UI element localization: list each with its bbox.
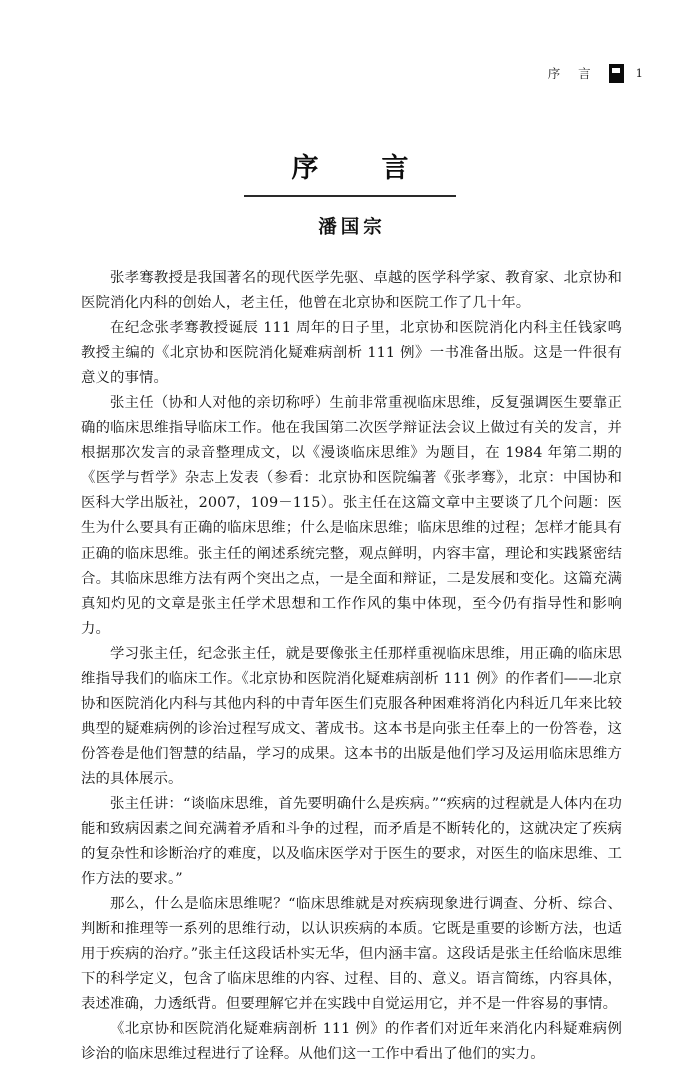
paragraph: 在纪念张孝骞教授诞辰 111 周年的日子里，北京协和医院消化内科主任钱家鸣教授主编的《北京协和医院消化疑难病剖析 111 例》一书准备出版。这是一件很有意义的事情。: [81, 320, 622, 387]
paragraph: 张主任（协和人对他的亲切称呼）生前非常重视临床思维，反复强调医生要靠正确的临床思维指导临床工作。他在我国第二次医学辩证法会议上做过有关的发言，并根据那次发言的录音整理成文，以《漫谈临床思维》为题目，在 1984 年第二期的《医学与哲学》杂志上发表（参看：北京协和医院编著《张孝骞》，北京：中国协和医科大学出版社，2007，109－115）。张主任在这篇文章中主要谈了几个问题：医生为什么要具有正确的临床思维；什么是临床思维；临床思维的过程；怎样才能具有正确的临床思维。张主任的阐述系统完整，观点鲜明，内容丰富，理论和实践紧密结合。其临床思维方法有两个突出之点，一是全面和辩证，二是发展和变化。这篇充满真知灼见的文章是张主任学术思想和工作作风的集中体现，至今仍有指导性和影响力。: [81, 395, 622, 637]
title-block: [0, 152, 700, 197]
page-title: 序 言: [291, 153, 427, 184]
running-header: [548, 62, 643, 84]
title-divider: [244, 195, 456, 197]
paragraph: 那么，什么是临床思维呢？“临床思维就是对疾病现象进行调查、分析、综合、判断和推理等一系列的思维行动，以认识疾病的本质。它既是重要的诊断方法，也适用于疾病的治疗。”张主任这段话朴实无华，但内涵丰富。这段话是张主任给临床思维下的科学定义，包含了临床思维的内容、过程、目的、意义。语言简练，内容具体，表述准确，力透纸背。但要理解它并在实践中自觉运用它，并不是一件容易的事情。: [81, 896, 622, 1013]
running-header-title: 序 言: [547, 66, 598, 81]
paragraph: 《北京协和医院消化疑难病剖析 111 例》的作者们对近年来消化内科疑难病例诊治的临床思维过程进行了诠释。从他们这一工作中看出了他们的实力。: [81, 1021, 622, 1063]
paragraph: 学习张主任，纪念张主任，就是要像张主任那样重视临床思维，用正确的临床思维指导我们的临床工作。《北京协和医院消化疑难病剖析 111 例》的作者们——北京协和医院消化内科与其他内科的中青年医生们克服各种困难将消化内科近几年来比较典型的疑难病例的诊治过程写成文、著成书。这本书是向张主任奉上的一份答卷，这份答卷是他们智慧的结晶，学习的成果。这本书的出版是他们学习及运用临床思维方法的具体展示。: [81, 645, 622, 787]
book-corner-mark-icon: [609, 64, 624, 83]
paragraph: 张孝骞教授是我国著名的现代医学先驱、卓越的医学科学家、教育家、北京协和医院消化内科的创始人，老主任，他曾在北京协和医院工作了几十年。: [81, 270, 622, 312]
paragraph: 张主任讲：“谈临床思维，首先要明确什么是疾病。”“疾病的过程就是人体内在功能和致病因素之间充满着矛盾和斗争的过程，而矛盾是不断转化的，这就决定了疾病的复杂性和诊断治疗的难度，以及临床医学对于医生的要求，对医生的临床思维、工作方法的要求。”: [81, 795, 622, 888]
author-name: 潘国宗: [318, 217, 386, 238]
page-number: 1: [635, 66, 643, 80]
body-text: [81, 266, 622, 1068]
